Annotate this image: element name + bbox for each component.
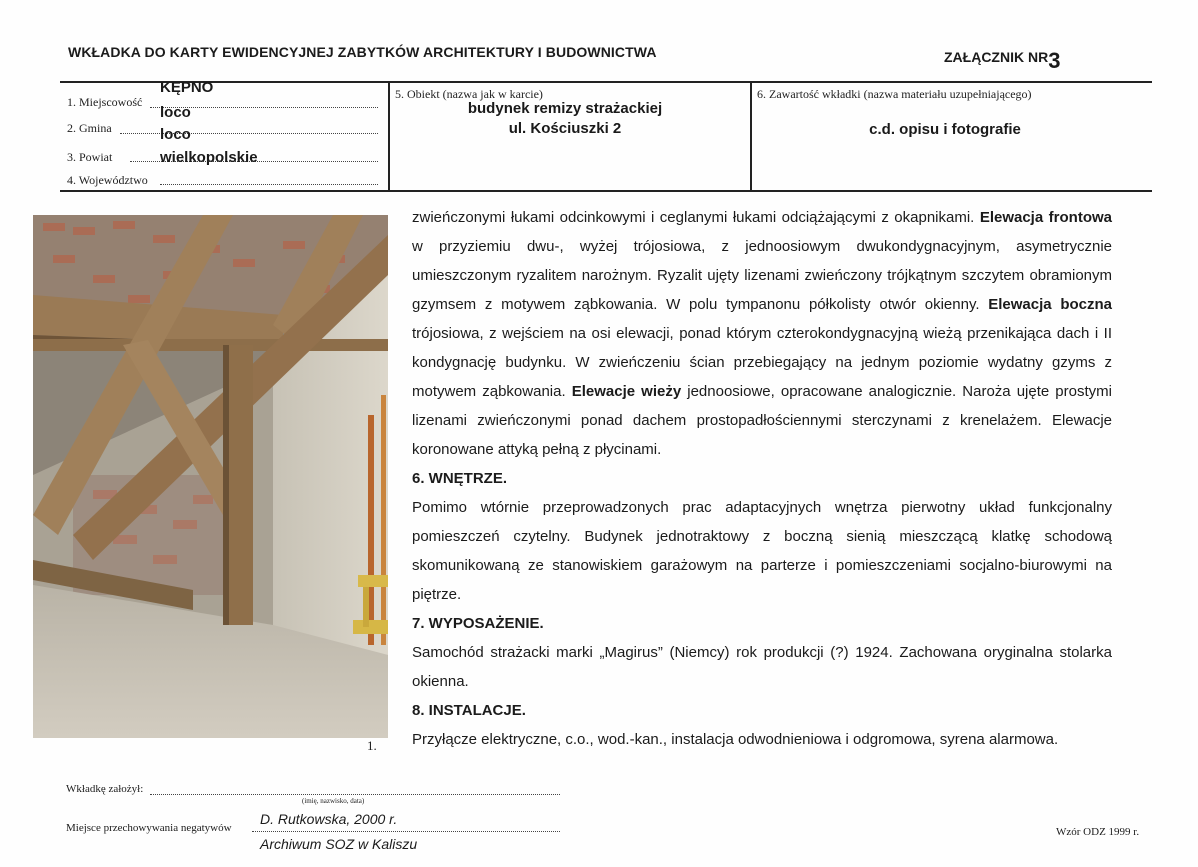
founder-value: D. Rutkowska, 2000 r. xyxy=(260,811,398,827)
powiat-value: wielkopolskie xyxy=(160,149,258,166)
attic-photo xyxy=(33,215,388,738)
powiat-label: 3. Powiat xyxy=(67,150,113,164)
object-line-1: budynek remizy strażackiej xyxy=(467,100,663,117)
p1-heading-front: Elewacja frontowa xyxy=(979,209,1112,226)
section-7-title: 7. WYPOSAŻENIE. xyxy=(412,615,544,632)
miejscowosc-value: KĘPNO xyxy=(160,79,214,96)
contents-label: 6. Zawartość wkładki (nazwa materiału uzupełniającego) xyxy=(757,87,1032,101)
header-top-rule xyxy=(60,81,1152,83)
gmina-label: 2. Gmina xyxy=(67,121,112,135)
photo-number: 1. xyxy=(367,738,377,753)
p1-part-e: trójosiowa, z wejściem na osi elewacji, ponad którym czterokondygnacyjną wieżą przenikająca dach i II kondygnację budynku. W zwieńczeniu ścian przebiegający na jednym poziomie wydatny gzyms z motywem ząbkowania. xyxy=(412,325,1112,400)
p1-heading-side: Elewacja boczna xyxy=(988,296,1112,313)
p1-heading-tower: Elewacje wieży xyxy=(571,383,682,400)
negatives-value: Archiwum SOZ w Kaliszu xyxy=(260,836,418,852)
template-label: Wzór ODZ 1999 r. xyxy=(1056,826,1140,838)
negatives-dotline xyxy=(252,831,560,832)
section-8-title: 8. INSTALACJE. xyxy=(412,702,526,719)
section-7-text: Samochód strażacki marki „Magirus” (Niemcy) rok produkcji (?) 1924. Zachowana oryginalna stolarka okienna. xyxy=(412,644,1112,690)
wojewodztwo-label: 4. Województwo xyxy=(67,173,148,187)
founder-label: Wkładkę założył: xyxy=(66,783,144,795)
miejscowosc-extra: loco xyxy=(160,104,191,121)
negatives-label: Miejsce przechowywania negatywów xyxy=(66,822,232,834)
form-title: WKŁADKA DO KARTY EWIDENCYJNEJ ZABYTKÓW ARCHITEKTURY I BUDOWNICTWA xyxy=(68,44,657,60)
section-6-title: 6. WNĘTRZE. xyxy=(412,470,508,487)
contents-value: c.d. opisu i fotografie xyxy=(869,121,1021,138)
founder-hint: (imię, nazwisko, data) xyxy=(302,797,365,805)
description-body xyxy=(412,203,1112,754)
miejscowosc-label: 1. Miejscowość xyxy=(67,95,143,109)
object-label: 5. Obiekt (nazwa jak w karcie) xyxy=(395,87,543,101)
founder-dotline xyxy=(150,794,560,795)
p1-part-g: jednoosiowe, opracowane analogicznie. Naroża ujęte prostymi lizenami zwieńczonymi ponad dachem prostopadłościennymi sterczynami z krenelażem. Elewacje koronowane attyką pełną z płycinami. xyxy=(412,383,1112,458)
annex-label xyxy=(944,42,1061,73)
section-6-text: Pomimo wtórnie przeprowadzonych prac adaptacyjnych wnętrza pierwotny układ funkcjonalny pomieszczeń czytelny. Budynek jednotraktowy z boczną sienią mieszczącą klatkę schodową skomunikowaną ze stanowiskiem garażowym na parterze i pomieszczeniami socjalno-biurowymi na piętrze. xyxy=(412,499,1112,603)
p1-part-a: zwieńczonymi łukami odcinkowymi i ceglanymi łukami odciążającymi z okapnikami. xyxy=(412,209,980,226)
wojewodztwo-dotline xyxy=(160,184,378,185)
p1-part-c: w przyziemiu dwu-, wyżej trójosiowa, z jednoosiowym dwukondygnacyjnym, asymetrycznie umieszczonym ryzalitem narożnym. Ryzalit ujęty lizenami zwieńczony trójkątnym szczytem obramionym gzymsem z motywem ząbkowania. W polu tympanonu półkolisty otwór okienny. xyxy=(412,238,1112,313)
object-line-2: ul. Kościuszki 2 xyxy=(508,120,622,137)
annex-number: 3 xyxy=(1048,48,1061,73)
annex-label-text: ZAŁĄCZNIK NR xyxy=(944,49,1049,65)
section-8-text: Przyłącze elektryczne, c.o., wod.-kan., instalacja odwodnieniowa i odgromowa, syrena alarmowa. xyxy=(412,731,1059,748)
header-bottom-rule xyxy=(60,190,1152,192)
description-paragraph xyxy=(412,203,1112,464)
gmina-value: loco xyxy=(160,126,191,143)
attic-photo-drawing xyxy=(33,215,388,738)
gmina-dotline xyxy=(120,133,378,134)
